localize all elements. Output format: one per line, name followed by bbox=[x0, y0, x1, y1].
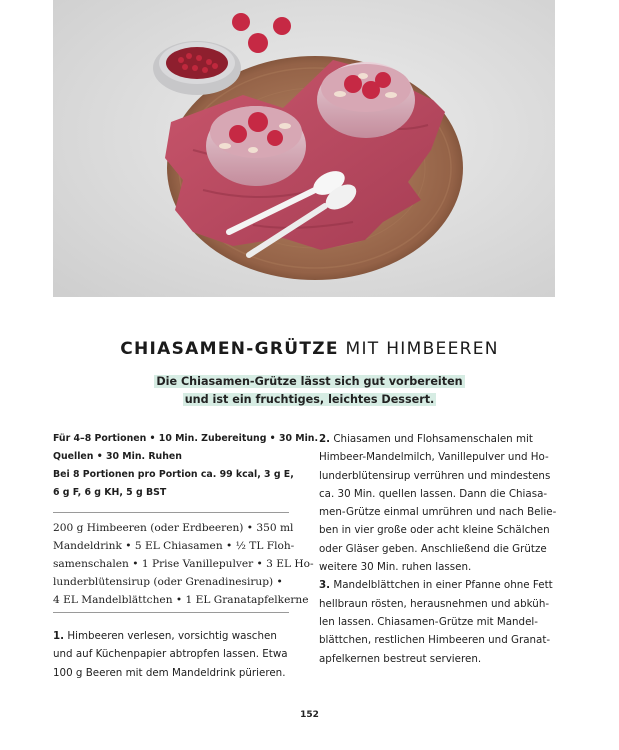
step-3-line-5: apfelkernen bestreut servieren. bbox=[319, 652, 482, 665]
step-1 bbox=[53, 627, 303, 645]
recipe-title-light: MIT HIMBEEREN bbox=[345, 339, 499, 359]
meta-line-3: Bei 8 Portionen pro Portion ca. 99 kcal, 3 g E, bbox=[53, 469, 294, 480]
step-2-number: 2. bbox=[319, 433, 331, 445]
step-1-line-3: 100 g Beeren mit dem Mandeldrink pürieren. bbox=[53, 666, 286, 679]
step-2-line-4: ca. 30 Min. quellen lassen. Dann die Chiasa- bbox=[319, 487, 548, 500]
steps-left-column bbox=[53, 627, 303, 682]
step-2-line-8: weitere 30 Min. ruhen lassen. bbox=[319, 561, 472, 574]
ingredients-line-3: samenschalen • 1 Prise Vanillepulver • 3 EL Ho- bbox=[53, 558, 314, 570]
step-3 bbox=[319, 576, 569, 594]
step-1-line-1: Himbeeren verlesen, vorsichtig waschen bbox=[64, 630, 277, 642]
ingredients-line-4: lunderblütensirup (oder Grenadinesirup) • bbox=[53, 576, 283, 588]
step-2-line-7: oder Gläser geben. Anschließend die Grütze bbox=[319, 542, 547, 555]
ingredients-list bbox=[53, 519, 314, 609]
step-3-number: 3. bbox=[319, 579, 331, 592]
step-1-number: 1. bbox=[53, 630, 65, 642]
ingredients-line-1: 200 g Himbeeren (oder Erdbeeren) • 350 ml bbox=[53, 522, 294, 534]
meta-line-2: Quellen • 30 Min. Ruhen bbox=[53, 451, 182, 462]
intro-line-1: Die Chiasamen-Grütze lässt sich gut vorbereiten bbox=[156, 375, 463, 388]
step-2-line-6: ben in vier große oder acht kleine Schälchen bbox=[319, 524, 550, 537]
meta-line-4: 6 g F, 6 g KH, 5 g BST bbox=[53, 487, 167, 498]
step-3-line-1: Mandelblättchen in einer Pfanne ohne Fett bbox=[330, 579, 553, 592]
intro-text bbox=[0, 373, 619, 409]
ingredients-line-2: Mandeldrink • 5 EL Chiasamen • ½ TL Floh- bbox=[53, 540, 295, 552]
step-2-line-3: lunderblütensirup verrühren und mindestens bbox=[319, 469, 551, 482]
step-2 bbox=[319, 430, 569, 448]
recipe-title-bold: CHIASAMEN-GRÜTZE bbox=[120, 339, 339, 359]
recipe-title bbox=[0, 339, 619, 359]
meta-line-1: Für 4–8 Portionen • 10 Min. Zubereitung • 30 Min. bbox=[53, 433, 319, 444]
ingredients-line-5: 4 EL Mandelblättchen • 1 EL Granatapfelkerne bbox=[53, 594, 309, 606]
intro-line-2: und ist ein fruchtiges, leichtes Dessert. bbox=[184, 393, 435, 406]
step-3-line-3: len lassen. Chiasamen-Grütze mit Mandel- bbox=[319, 615, 539, 628]
divider-bottom bbox=[53, 612, 289, 613]
dessert-photo bbox=[53, 0, 555, 297]
step-2-line-2: Himbeer-Mandelmilch, Vanillepulver und Ho- bbox=[319, 451, 549, 464]
step-3-line-4: blättchen, restlichen Himbeeren und Granat- bbox=[319, 634, 551, 647]
divider-top bbox=[53, 512, 289, 513]
recipe-meta bbox=[53, 430, 319, 502]
step-3-line-2: hellbraun rösten, herausnehmen und abküh- bbox=[319, 597, 550, 610]
page-number: 152 bbox=[300, 710, 319, 720]
step-2-line-5: men-Grütze einmal umrühren und nach Belie- bbox=[319, 506, 557, 519]
steps-right-column bbox=[319, 430, 569, 668]
dessert-illustration bbox=[53, 0, 555, 297]
step-1-line-2: und auf Küchenpapier abtropfen lassen. Etwa bbox=[53, 648, 288, 661]
step-2-line-1: Chiasamen und Flohsamenschalen mit bbox=[330, 433, 533, 445]
